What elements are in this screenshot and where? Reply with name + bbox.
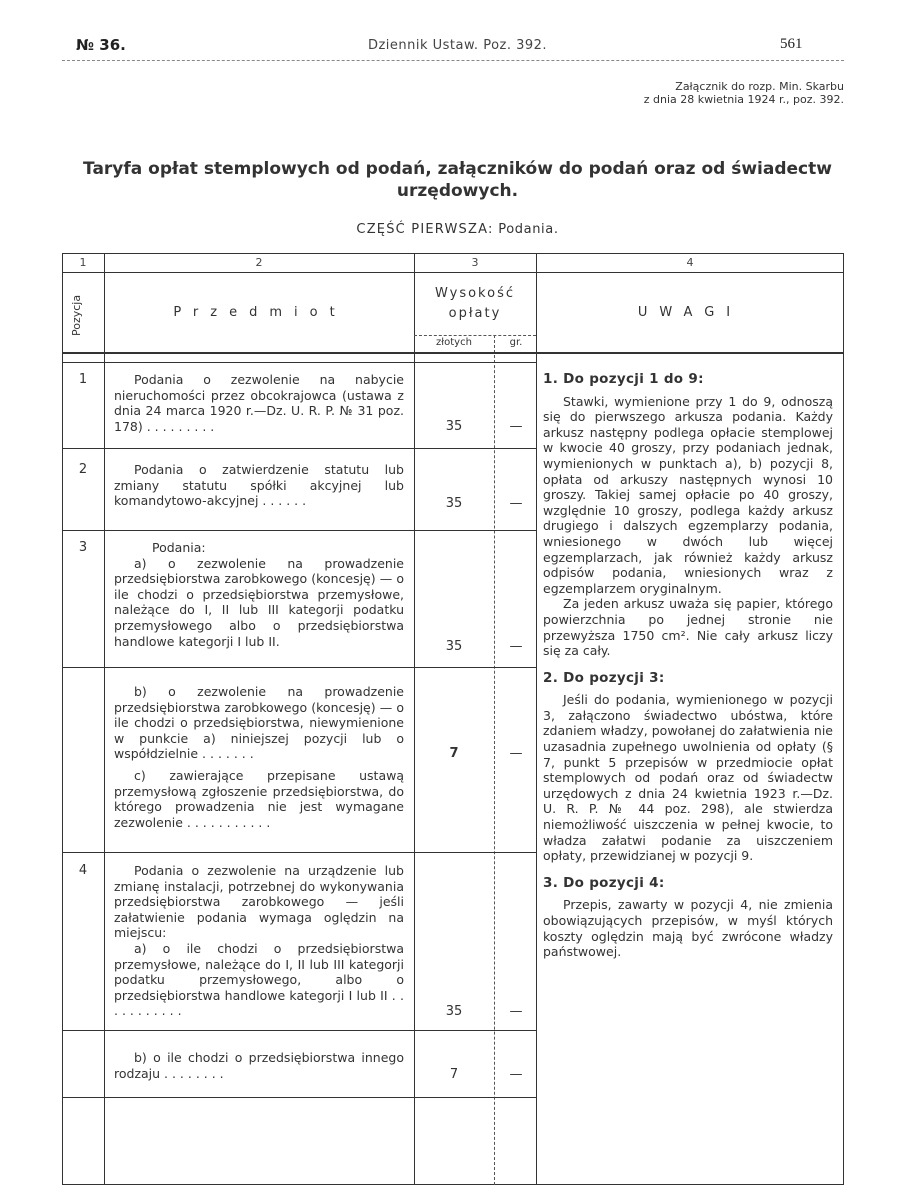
header-pozycja: Pozycja: [70, 294, 83, 336]
issue-number: № 36.: [76, 36, 126, 54]
annex-line-2: z dnia 28 kwietnia 1924 r., poz. 392.: [643, 93, 844, 106]
header-wysokosc-2: opłaty: [448, 306, 502, 321]
fee-zlotych: 7: [449, 746, 459, 761]
col-divider-2: [414, 253, 415, 1185]
row-number: 1: [78, 372, 88, 387]
annex-line-1: Załącznik do rozp. Min. Skarbu: [675, 80, 844, 93]
table-row-subject: [114, 684, 404, 830]
col-divider-zl-gr: [494, 335, 495, 1185]
subject-text: b) o ile chodzi o przedsiębiorstwa innego rodzaju . . . . . . . .: [114, 1050, 404, 1081]
row-rule-4a: [62, 1030, 536, 1031]
colnum-2: 2: [255, 256, 263, 269]
colnum-1: 1: [79, 256, 87, 269]
row-rule-3b: [62, 852, 536, 853]
fee-zlotych: 35: [445, 639, 463, 654]
fee-zlotych: 35: [445, 419, 463, 434]
fee-grosze: —: [509, 639, 523, 654]
table-row-subject: [114, 540, 404, 649]
header-uwagi: UWAGI: [637, 305, 743, 320]
table-row-subject: [114, 1050, 404, 1081]
row-rule-3a: [62, 667, 536, 668]
journal-header: Dziennik Ustaw. Poz. 392.: [367, 38, 548, 53]
header-bottom-rule: [62, 352, 844, 354]
fee-grosze: —: [509, 1067, 523, 1082]
body-top-rule: [62, 362, 536, 363]
fee-grosze: —: [509, 419, 523, 434]
colnum-3: 3: [471, 256, 479, 269]
remark-heading-1: 1. Do pozycji 1 do 9:: [543, 371, 704, 387]
fee-zlotych: 35: [445, 496, 463, 511]
col-divider-1: [104, 253, 105, 1185]
remark-text: Za jeden arkusz uważa się papier, którego powierzchnia po jednej stronie nie przewyższa 1750 cm². Nie cały arkusz liczy się za cały.: [543, 596, 833, 659]
page-number: 561: [780, 36, 803, 52]
row-rule-1: [62, 448, 536, 449]
remarks-column: [543, 372, 833, 960]
fee-grosze: —: [509, 496, 523, 511]
subject-text: b) o zezwolenie na prowadzenie przedsiębiorstwa zarobkowego (koncesję) — o ile chodzi o przedsiębiorstwa, niewymienione w punkcie a) niniejszej pozycji lub o współdzielnie . . . . . . .: [114, 684, 404, 762]
remark-heading-2: 2. Do pozycji 3:: [543, 669, 665, 686]
col-divider-3: [536, 253, 537, 1185]
subject-text-2: c) zawierające przepisane ustawą przemysłową zgłoszenie przedsiębiorstwa, do którego prowadzenia nie jest wymagane zezwolenie . . . . . . . . . . .: [114, 767, 404, 830]
remark-text: Przepis, zawarty w pozycji 4, nie zmienia obowiązujących przepisów, w myśl których koszty oględzin mają być zwrócone władzy państwowej.: [543, 897, 833, 960]
header-przedmiot: Przedmiot: [173, 305, 347, 320]
header-wysokosc-1: Wysokość: [435, 286, 515, 301]
row-number: 3: [78, 540, 88, 555]
remark-text: Stawki, wymienione przy 1 do 9, odnoszą się do pierwszego arkusza podania. Każdy arkusz następny podlega opłacie stemplowej w kwocie 40 groszy, przy podaniach jednak, wymienionych w punktach a), b) pozycji 8, opłata od arkuszy następnych wynosi 10 groszy. Takiej samej opłacie po 40 groszy, względnie 10 groszy, podlega każdy arkusz drugiego i dalszych egzemplarzy podania, wniesionego w dwóch lub więcej egzemplarzach, jak również każdy arkusz odpisów podania, wniesionych wraz z egzemplarzem oryginalnym.: [543, 393, 833, 596]
remark-text: Jeśli do podania, wymienionego w pozycji 3, załączono świadectwo ubóstwa, które zdaniem władzy, powołanej do załatwienia nie uzasadnia zupełnego uwolnienia od opłaty (§ 7, punkt 5 przepisów w przedmiocie opłat stemplowych od podań oraz od świadectw urzędowych z dnia 24 kwietnia 1923 r.—Dz. U. R. P. № 44 poz. 298), ale stwierdza niemożliwość uiszczenia w pełnej kwocie, to władza załatwi podanie za uiszczeniem opłaty, przewidzianej w pozycji 9.: [543, 692, 833, 864]
part-name: Podania.: [498, 222, 559, 237]
subject-text: Podania o zezwolenie na nabycie nieruchomości przez obcokrajowca (ustawa z dnia 24 marca 1920 r.—Dz. U. R. P. № 31 poz. 178) . . . . . . . . .: [114, 372, 404, 434]
subject-text: Podania o zezwolenie na urządzenie lub zmianę instalacji, potrzebnej do wykonywania przedsiębiorstwa zarobkowego — jeśli załatwienie podania wymaga oględzin na miejscu:: [114, 863, 404, 941]
header-gr: gr.: [509, 337, 523, 348]
subject-intro: Podania:: [152, 540, 206, 555]
row-number: 4: [78, 863, 88, 878]
table-row-subject: [114, 372, 404, 434]
subject-text: Podania o zatwierdzenie statutu lub zmiany statutu spółki akcyjnej lub komandytowo-akcyjnej . . . . . .: [114, 462, 404, 509]
row-number: 2: [78, 462, 88, 477]
fee-grosze: —: [509, 1004, 523, 1019]
fee-zlotych: 7: [449, 1067, 459, 1082]
colnum-4: 4: [686, 256, 694, 269]
header-zlotych: złotych: [436, 337, 472, 348]
part-prefix: CZĘŚĆ PIERWSZA:: [356, 222, 494, 237]
subheader-rule: [414, 335, 536, 336]
subject-text: a) o zezwolenie na prowadzenie przedsiębiorstwa zarobkowego (koncesję) — o ile chodzi o przedsiębiorstwa przemysłowe, należące do I, II lub III kategorji podatku przemysłowego albo o przedsiębiorstwa handlowe kategorji I lub II.: [114, 555, 404, 649]
annex-note: [560, 80, 844, 106]
row-rule-4b: [62, 1097, 536, 1098]
part-heading: [0, 222, 915, 237]
row-rule-2: [62, 530, 536, 531]
colnum-rule: [62, 272, 844, 273]
remark-heading-3: 3. Do pozycji 4:: [543, 874, 665, 891]
fee-grosze: —: [509, 746, 523, 761]
fee-zlotych: 35: [445, 1004, 463, 1019]
table-row-subject: [114, 863, 404, 1019]
document-title: Taryfa opłat stemplowych od podań, załączników do podań oraz od świadectw urzędowych.: [83, 159, 832, 201]
table-row-subject: [114, 462, 404, 509]
subject-text-2: a) o ile chodzi o przedsiębiorstwa przemysłowe, należące do I, II lub III kategorji podatku przemysłowego, albo o przedsiębiorstwa handlowe kategorji I lub II . . . . . . . . . . .: [114, 940, 404, 1019]
header-rule: [62, 60, 844, 61]
